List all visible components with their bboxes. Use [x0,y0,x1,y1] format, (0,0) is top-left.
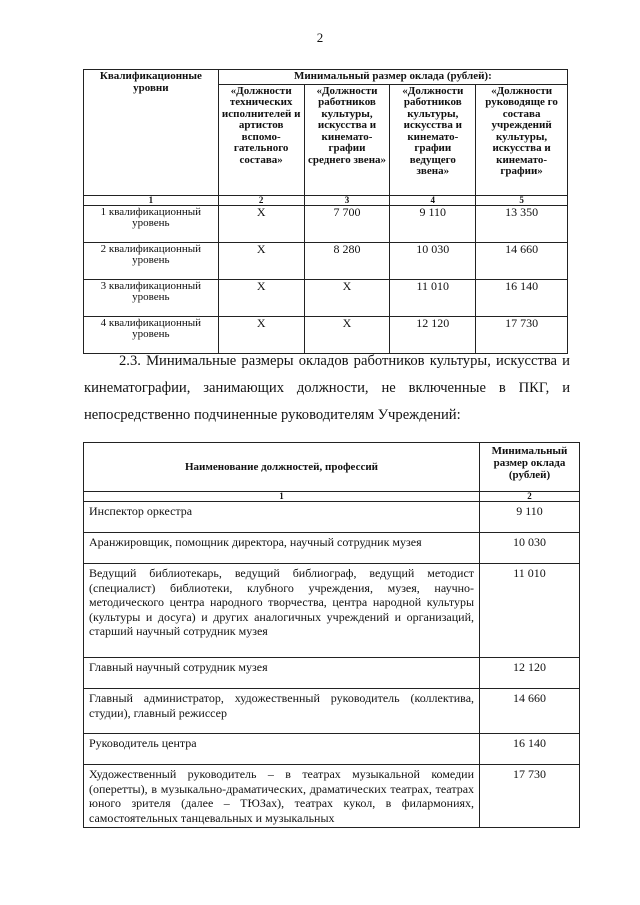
value-cell: 11 010 [390,279,476,316]
value-cell: 13 350 [476,205,568,242]
level-cell: 1 квалификационный уровень [84,205,219,242]
qualification-salary-table [83,69,568,354]
table-row [84,242,568,279]
value-cell: 16 140 [476,279,568,316]
salary-cell: 16 140 [480,734,580,765]
value-cell: 9 110 [390,205,476,242]
level-cell: 3 квалификационный уровень [84,279,219,316]
position-name: Ведущий библиотекарь, ведущий библиограф, ведущий методист (специалист) библиотеки, клубного учреждения, музея, научно-методического центра народного творчества, центра народной культуры (культуры и досуга) и других аналогичных учреждений и организаций, старший научный сотрудник музея [84,564,480,658]
table1-col-number: 1 [84,195,219,205]
salary-cell: 14 660 [480,689,580,734]
table-row [84,765,580,828]
salary-cell: 12 120 [480,658,580,689]
table-row [84,689,580,734]
page-number: 2 [316,30,324,45]
table2-number-row [84,492,580,502]
table-row [84,205,568,242]
table1-col-number: 5 [476,195,568,205]
value-cell: X [218,279,304,316]
value-cell: 17 730 [476,316,568,353]
table2-col-number: 1 [84,492,480,502]
value-cell: X [218,242,304,279]
salary-cell: 10 030 [480,533,580,564]
table-row [84,734,580,765]
table1-subheader: «Должности работников культуры, искусства и кинемато-графии среднего звена» [304,84,390,195]
value-cell: 8 280 [304,242,390,279]
value-cell: X [218,205,304,242]
position-name: Аранжировщик, помощник директора, научный сотрудник музея [84,533,480,564]
value-cell: 12 120 [390,316,476,353]
value-cell: 7 700 [304,205,390,242]
salary-cell: 17 730 [480,765,580,828]
table1-group-header: Минимальный размер оклада (рублей): [218,70,567,85]
position-name: Инспектор оркестра [84,502,480,533]
table-row [84,279,568,316]
table1-header-row [84,70,568,85]
value-cell: X [218,316,304,353]
table-row [84,533,580,564]
positions-salary-table [83,442,580,828]
salary-cell: 11 010 [480,564,580,658]
table2-col2-header: Минимальный размер оклада (рублей) [480,443,580,492]
table1-subheader: «Должности технических исполнителей и артистов вспомо-гательного состава» [218,84,304,195]
position-name: Главный научный сотрудник музея [84,658,480,689]
table2-col-number: 2 [480,492,580,502]
salary-cell: 9 110 [480,502,580,533]
table1-col1-header: Квалификационные уровни [84,70,219,196]
value-cell: 10 030 [390,242,476,279]
value-cell: 14 660 [476,242,568,279]
table1-col-number: 3 [304,195,390,205]
position-name: Руководитель центра [84,734,480,765]
table1-col-number: 2 [218,195,304,205]
table2-col1-header: Наименование должностей, профессий [84,443,480,492]
table-row [84,502,580,533]
table-row [84,658,580,689]
table1-col-number: 4 [390,195,476,205]
position-name: Главный администратор, художественный руководитель (коллектива, студии), главный режиссер [84,689,480,734]
position-name: Художественный руководитель – в театрах музыкальной комедии (оперетты), в музыкально-драматических, драматических театрах, театрах юного зрителя (далее – ТЮЗах), театрах кукол, в филармониях, самостоятельных танцевальных и музыкальных [84,765,480,828]
table1-number-row [84,195,568,205]
value-cell: X [304,279,390,316]
table-row [84,564,580,658]
table2-header-row [84,443,580,492]
paragraph-text: 2.3. Минимальные размеры окладов работников культуры, искусства и кинематографии, занимающих должности, не включенные в ПКГ, и непосредственно подчиненные руководителям Учреждений: [84,353,570,423]
level-cell: 2 квалификационный уровень [84,242,219,279]
table1-subheader: «Должности руководяще го состава учреждений культуры, искусства и кинемато-графии» [476,84,568,195]
level-cell: 4 квалификационный уровень [84,316,219,353]
table1-subheader: «Должности работников культуры, искусства и кинемато-графии ведущего звена» [390,84,476,195]
section-paragraph [84,348,570,429]
value-cell: X [304,316,390,353]
